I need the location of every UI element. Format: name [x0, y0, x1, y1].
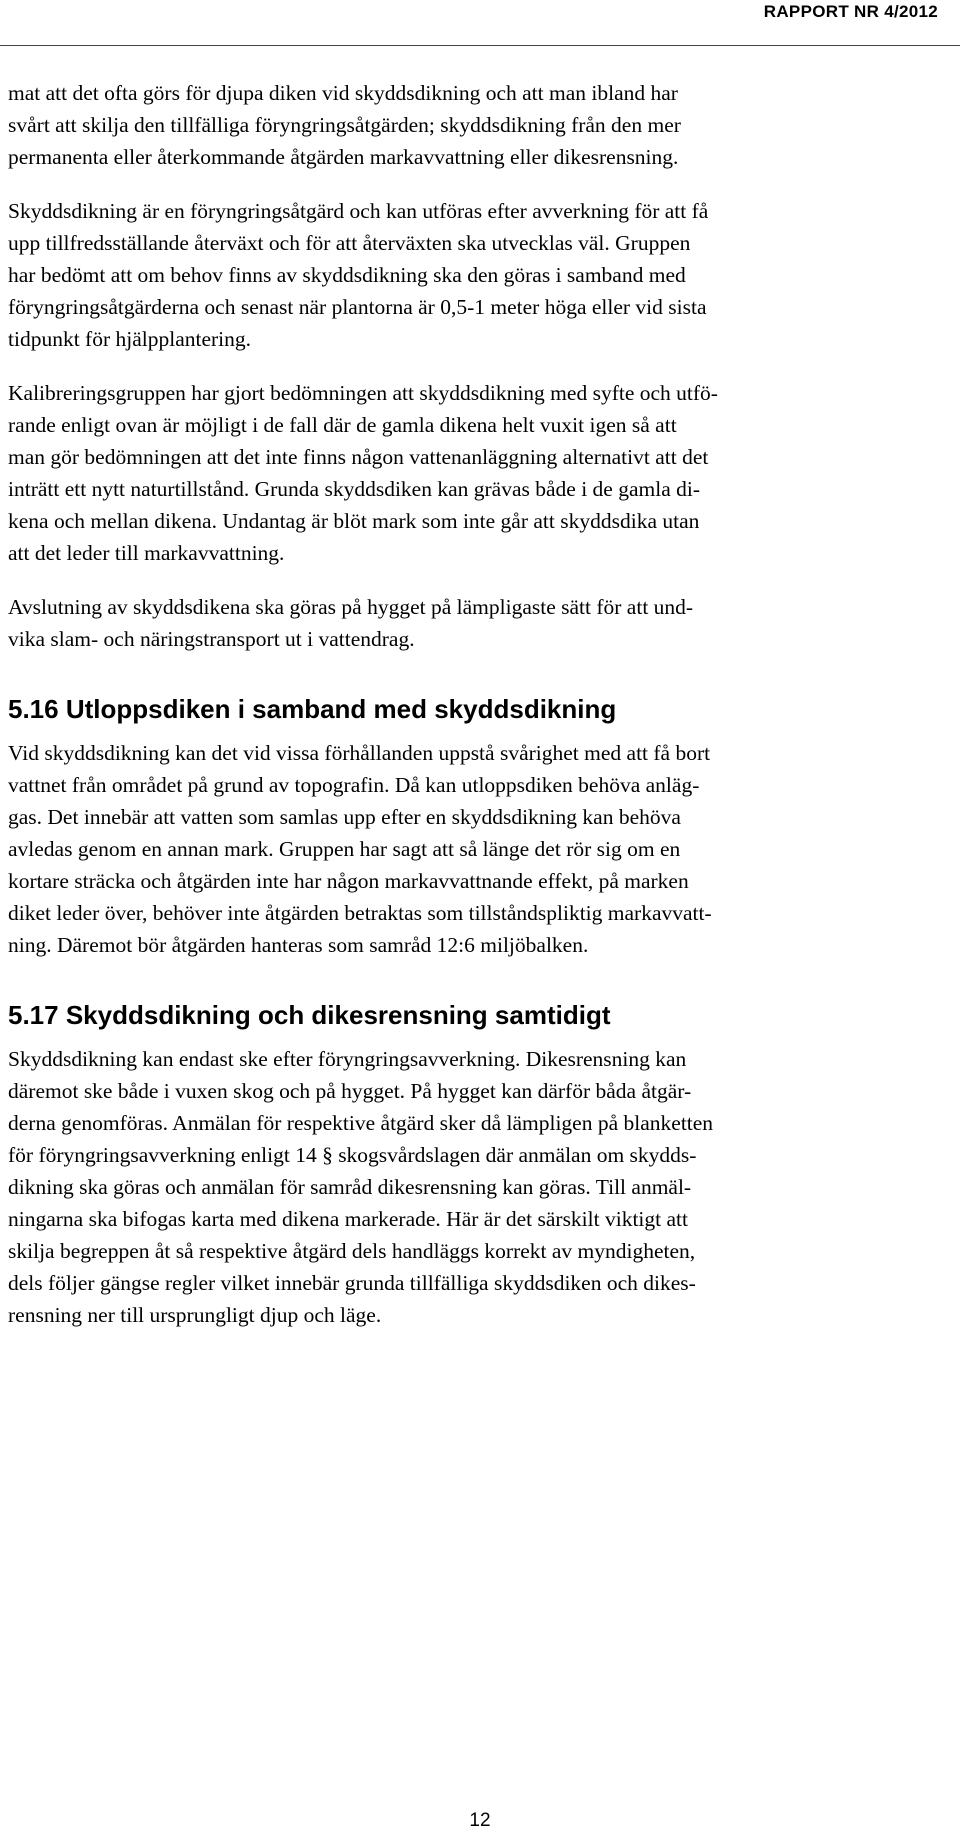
section-heading-5-16: 5.16 Utloppsdiken i samband med skyddsdikning — [8, 694, 617, 724]
text-line: svårt att skilja den tillfälliga föryngringsåtgärden; skyddsdikning från den mer — [8, 113, 681, 137]
text-line: ningarna ska bifogas karta med dikena markerade. Här är det särskilt viktigt att — [8, 1207, 688, 1231]
text-line: permanenta eller återkommande åtgärden markavvattning eller dikesrensning. — [8, 145, 679, 169]
text-line: föryngringsåtgärderna och senast när plantorna är 0,5-1 meter höga eller vid sista — [8, 295, 707, 319]
paragraph-kalibreringsgruppen — [8, 377, 928, 569]
text-line: man gör bedömningen att det inte finns någon vattenanläggning alternativt att det — [8, 445, 709, 469]
text-line: vika slam- och näringstransport ut i vattendrag. — [8, 627, 415, 651]
text-line: diket leder över, behöver inte åtgärden betraktas som tillståndspliktig markavvatt- — [8, 901, 712, 925]
text-line: kena och mellan dikena. Undantag är blöt mark som inte går att skyddsdika utan — [8, 509, 700, 533]
report-title: RAPPORT NR 4/2012 — [763, 2, 938, 21]
text-line: Skyddsdikning är en föryngringsåtgärd och kan utföras efter avverkning för att få — [8, 199, 709, 223]
paragraph-skyddsdikning — [8, 195, 928, 355]
text-line: ning. Däremot bör åtgärden hanteras som samråd 12:6 miljöbalken. — [8, 933, 589, 957]
text-line: vattnet från området på grund av topografin. Då kan utloppsdiken behöva anläg- — [8, 773, 700, 797]
text-line: tidpunkt för hjälpplantering. — [8, 327, 252, 351]
text-line: avledas genom en annan mark. Gruppen har sagt att så länge det rör sig om en — [8, 837, 681, 861]
text-line: dels följer gängse regler vilket innebär grunda tillfälliga skyddsdiken och dikes- — [8, 1271, 696, 1295]
text-line: för föryngringsavverkning enligt 14 § skogsvårdslagen där anmälan om skydds- — [8, 1143, 697, 1167]
text-line: derna genomföras. Anmälan för respektive åtgärd sker då lämpligen på blanketten — [8, 1111, 714, 1135]
document-body — [8, 77, 928, 1353]
page-number: 12 — [469, 1810, 491, 1831]
paragraph-intro — [8, 77, 928, 173]
text-line: Vid skyddsdikning kan det vid vissa förhållanden uppstå svårighet med att få bort — [8, 741, 711, 765]
text-line: däremot ske både i vuxen skog och på hygget. På hygget kan därför båda åtgär- — [8, 1079, 692, 1103]
text-line: Kalibreringsgruppen har gjort bedömningen att skyddsdikning med syfte och utfö- — [8, 381, 718, 405]
paragraph-avslutning — [8, 591, 928, 655]
text-line: upp tillfredsställande återväxt och för att återväxten ska utvecklas väl. Gruppen — [8, 231, 691, 255]
text-line: dikning ska göras och anmälan för samråd dikesrensning kan göras. Till anmäl- — [8, 1175, 692, 1199]
text-line: skilja begreppen åt så respektive åtgärd dels handläggs korrekt av myndigheten, — [8, 1239, 696, 1263]
text-line: inträtt ett nytt naturtillstånd. Grunda skyddsdiken kan grävas både i de gamla di- — [8, 477, 701, 501]
text-line: mat att det ofta görs för djupa diken vid skyddsdikning och att man ibland har — [8, 81, 678, 105]
text-line: Skyddsdikning kan endast ske efter föryngringsavverkning. Dikesrensning kan — [8, 1047, 687, 1071]
text-line: rensning ner till ursprungligt djup och läge. — [8, 1303, 382, 1327]
paragraph-utloppsdiken — [8, 737, 928, 961]
header-divider — [0, 45, 960, 46]
page-header — [0, 0, 960, 46]
section-heading-5-17: 5.17 Skyddsdikning och dikesrensning samtidigt — [8, 1000, 611, 1030]
paragraph-samtidigt — [8, 1043, 928, 1331]
text-line: gas. Det innebär att vatten som samlas upp efter en skyddsdikning kan behöva — [8, 805, 681, 829]
text-line: Avslutning av skyddsdikena ska göras på hygget på lämpligaste sätt för att und- — [8, 595, 694, 619]
text-line: har bedömt att om behov finns av skyddsdikning ska den göras i samband med — [8, 263, 686, 287]
text-line: kortare sträcka och åtgärden inte har någon markavvattnande effekt, på marken — [8, 869, 689, 893]
text-line: att det leder till markavvattning. — [8, 541, 285, 565]
text-line: rande enligt ovan är möjligt i de fall där de gamla dikena helt vuxit igen så att — [8, 413, 677, 437]
